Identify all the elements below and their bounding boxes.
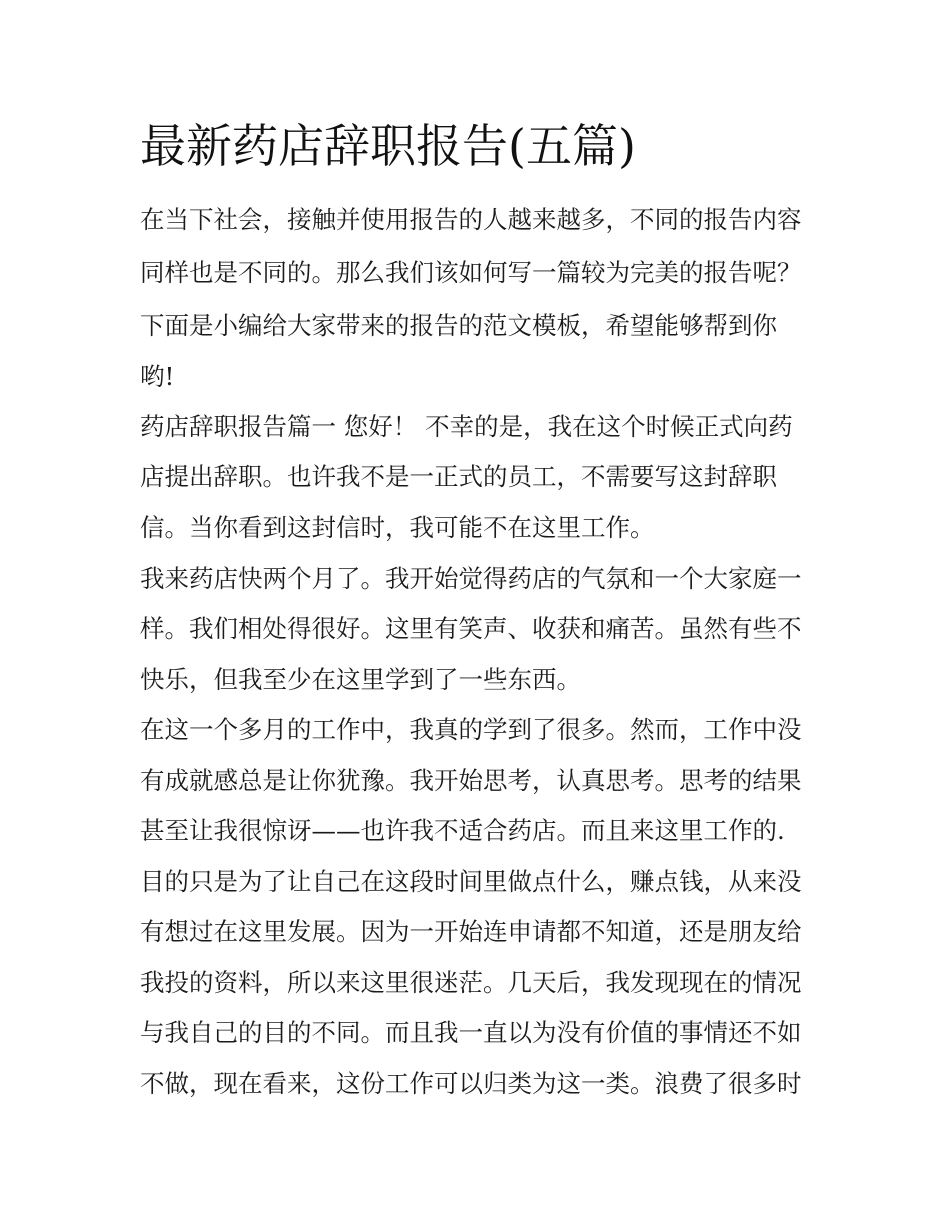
- body-line: 药店辞职报告篇一 您好！ 不幸的是，我在这个时候正式向药: [140, 412, 793, 441]
- body-line: 在这一个多月的工作中，我真的学到了很多。然而，工作中没: [140, 715, 802, 744]
- body-line: 哟!: [140, 362, 175, 391]
- body-line: 甚至让我很惊讶——也许我不适合药店。而且来这里工作的.: [140, 816, 785, 845]
- body-line: 我投的资料，所以来这里很迷茫。几天后，我发现现在的情况: [140, 968, 802, 997]
- body-line: 不做，现在看来，这份工作可以归类为这一类。浪费了很多时: [140, 1069, 802, 1098]
- body-line: 店提出辞职。也许我不是一正式的员工，不需要写这封辞职: [140, 462, 777, 491]
- body-line: 同样也是不同的。那么我们该如何写一篇较为完美的报告呢？: [140, 258, 802, 287]
- body-line: 快乐，但我至少在这里学到了一些东西。: [140, 665, 581, 694]
- body-line: 与我自己的目的不同。而且我一直以为没有价值的事情还不如: [140, 1018, 802, 1047]
- body-line: 下面是小编给大家带来的报告的范文模板，希望能够帮到你: [140, 311, 777, 340]
- body-line: 信。当你看到这封信时，我可能不在这里工作。: [140, 513, 655, 542]
- body-line: 有成就感总是让你犹豫。我开始思考，认真思考。思考的结果: [140, 766, 802, 795]
- body-line: 样。我们相处得很好。这里有笑声、收获和痛苦。虽然有些不: [140, 614, 802, 643]
- body-line: 我来药店快两个月了。我开始觉得药店的气氛和一个大家庭一: [140, 564, 802, 593]
- document-title: 最新药店辞职报告(五篇): [140, 119, 636, 173]
- body-line: 有想过在这里发展。因为一开始连申请都不知道，还是朋友给: [140, 917, 802, 946]
- body-line: 在当下社会，接触并使用报告的人越来越多，不同的报告内容: [140, 205, 802, 234]
- body-line: 目的只是为了让自己在这段时间里做点什么，赚点钱，从来没: [140, 867, 802, 896]
